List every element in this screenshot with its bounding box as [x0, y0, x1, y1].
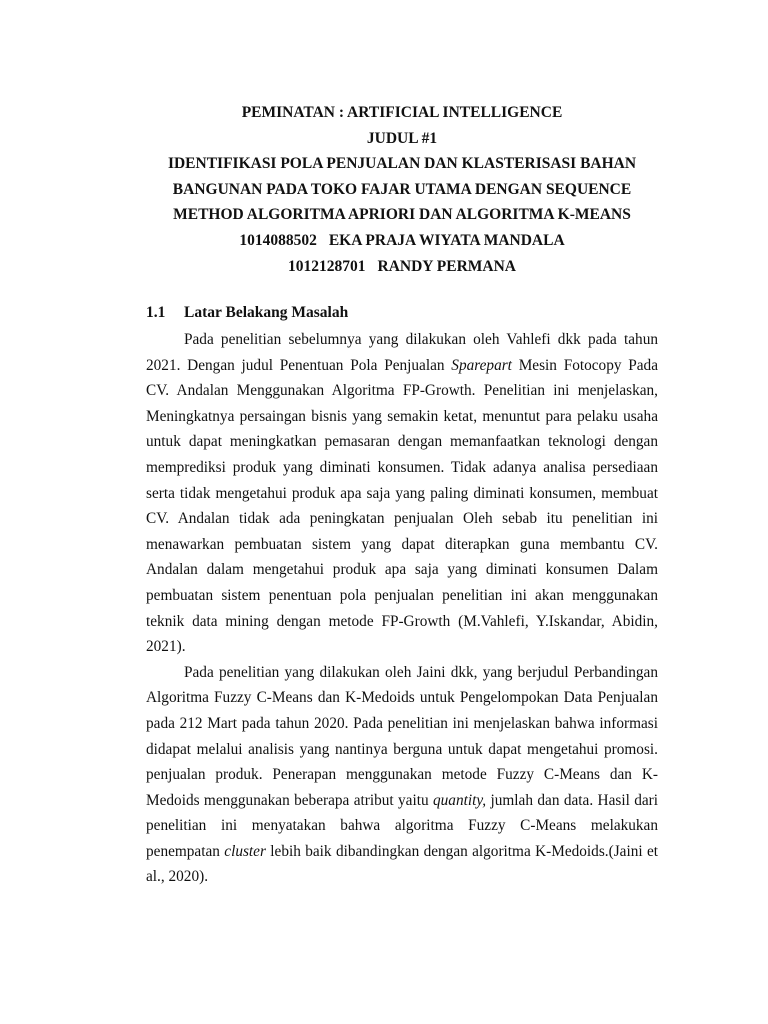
author-2 — [146, 254, 658, 280]
paragraph-1-emphasis: Sparepart — [451, 356, 512, 374]
section-title: Latar Belakang Masalah — [184, 304, 349, 321]
body-text — [146, 327, 658, 890]
section-number: 1.1 — [146, 304, 166, 321]
author-1 — [146, 228, 658, 254]
research-title-line-3: METHOD ALGORITMA APRIORI DAN ALGORITMA K-MEANS — [173, 206, 631, 224]
author-2-nim: 1012128701 — [288, 257, 366, 275]
title-block — [146, 100, 658, 279]
author-1-nim: 1014088502 — [239, 231, 317, 249]
paragraph-1 — [146, 327, 658, 660]
paragraph-1-text-b: Mesin Fotocopy Pada CV. Andalan Menggunakan Algoritma FP-Growth. Penelitian ini menjelaskan, Meningkatnya persaingan bisnis yang semakin ketat, menuntut para pelaku usaha untuk dapat meningkatkan pemasaran dengan memanfaatkan teknologi dengan memprediksi produk yang diminati konsumen. Tidak adanya analisa persediaan serta tidak mengetahui produk apa saja yang paling diminati konsumen, membuat CV. Andalan tidak ada peningkatan penjualan Oleh sebab itu penelitian ini menawarkan pembuatan sistem yang dapat diterapkan guna membantu CV. Andalan dalam mengetahui produk apa saja yang diminati konsumen Dalam pembuatan sistem penentuan pola penjualan penelitian ini akan menggunakan teknik data mining dengan metode FP-Growth (M.Vahlefi, Y.Iskandar, Abidin, 2021). — [146, 356, 658, 656]
author-1-name: EKA PRAJA WIYATA MANDALA — [328, 231, 565, 249]
paragraph-2-emphasis-2: cluster — [224, 842, 266, 860]
paragraph-2-text-c: lebih baik dibandingkan dengan algoritma K-Medoids.(Jaini et al., 2020). — [146, 842, 659, 886]
paragraph-2-text-b: jumlah dan data. Hasil dari penelitian ini menyatakan bahwa algoritma Fuzzy C-Means melakukan penempatan — [146, 791, 658, 860]
author-2-name: RANDY PERMANA — [377, 257, 516, 275]
specialization-heading: PEMINATAN : ARTIFICIAL INTELLIGENCE — [241, 104, 563, 121]
paragraph-2-text-a: Pada penelitian yang dilakukan oleh Jaini dkk, yang berjudul Perbandingan Algoritma Fuzzy C-Means dan K-Medoids untuk Pengelompokan Data Penjualan pada 212 Mart pada tahun 2020. Pada penelitian ini menjelaskan bahwa informasi didapat melalui analisis yang nantinya berguna untuk dapat mengetahui promosi. penjualan produk. Penerapan menggunakan metode Fuzzy C-Means dan K-Medoids menggunakan beberapa atribut yaitu — [146, 663, 658, 809]
paragraph-2-emphasis-1: quantity, — [433, 791, 487, 809]
paragraph-1-text-a: Pada penelitian sebelumnya yang dilakukan oleh Vahlefi dkk pada tahun 2021. Dengan judul Penentuan Pola Penjualan — [146, 331, 658, 374]
paragraph-2 — [146, 660, 658, 890]
section-heading — [146, 303, 348, 323]
title-number: JUDUL #1 — [366, 129, 438, 147]
research-title-line-1: IDENTIFIKASI POLA PENJUALAN DAN KLASTERISASI BAHAN — [167, 155, 637, 173]
research-title-line-2: BANGUNAN PADA TOKO FAJAR UTAMA DENGAN SEQUENCE — [172, 180, 632, 198]
